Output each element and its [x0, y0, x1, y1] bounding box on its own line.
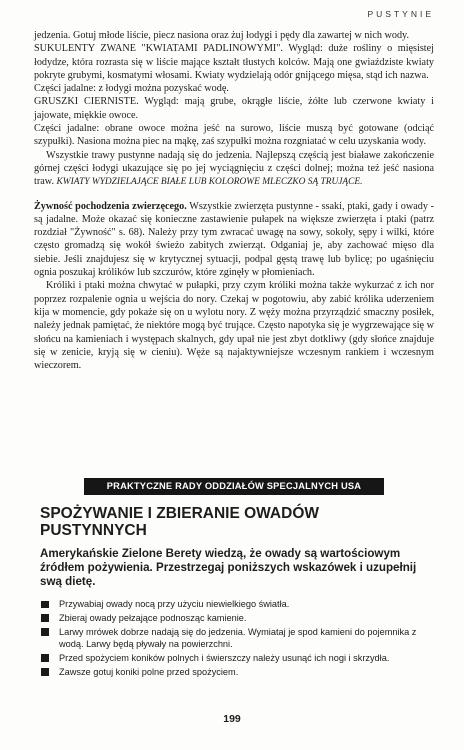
paragraph-animal-food	[34, 200, 434, 280]
animal-food-text: Wszystkie zwierzęta pustynne - ssaki, ptaki, gady i owady - są jadalne. Może okazać się konieczne zastawienie pułapek na większe zwierzęta i ptaki (patrz rozdział "Żywność" s. 68). Należy przy tym zwracać uwagę na sowy, sokoły, sępy i wilki, które często gromadzą się wokół świeżo zabitych zwierząt. Odganiaj je, aby zachować mięso dla siebie. Jeśli znajdujesz się w krytycznej sytuacji, podpal gęstą trawę lub bylicę; po ugaśnięciu ognia poszukaj królików lub szczurów, które zginęły w płomieniach.	[34, 200, 434, 279]
tip-text: Zawsze gotuj koniki polne przed spożyciem.	[59, 666, 239, 677]
poison-warning: KWIATY WYDZIELAJĄCE BIAŁE LUB KOLOROWE MLECZKO SĄ TRUJĄCE.	[56, 177, 363, 188]
paragraph-prickly-pears: GRUSZKI CIERNISTE. Wygląd: mają grube, okrągłe liście, żółte lub czerwone kwiaty i jajowate, miękkie owoce.	[34, 96, 434, 121]
paragraph-succulents-edible: Części jadalne: z łodygi można pozyskać wodę.	[34, 83, 229, 95]
tip-text: Larwy mrówek dobrze nadają się do jedzenia. Wymiataj je spod kamieni do pojemnika z wodą. Larwy będą pływały na powierzchni.	[59, 626, 417, 650]
paragraph-rabbits-snakes: Króliki i ptaki można chwytać w pułapki, przy czym króliki można także wykurzać z ich nor poprzez rozpalenie ognia u wejścia do nory. Czekaj w pogotowiu, aby zabić królika uderzeniem kija w momencie, gdy pokaże się on u wylotu nory. Z węży można przyrządzić smaczny posiłek, należy jednak pamiętać, że niektóre mogą być trujące. Często napotyka się je wygrzewające się w słońcu na kamieniach i występach skalnych, gdy upał nie jest zbyt dotkliwy (gdy słońce znajduje się w zenicie, kryją się w cieniu). Węże są najaktywniejsze wczesnym rankiem i wczesnym wieczorem.	[34, 280, 434, 372]
tip-text: Zbieraj owady pełzające podnosząc kamienie.	[59, 612, 247, 623]
paragraph-grasses	[34, 149, 434, 190]
list-item	[40, 612, 434, 625]
running-head: PUSTYNIE	[367, 9, 434, 19]
box-intro: Amerykańskie Zielone Berety wiedzą, że owady są wartościowym źródłem pożywienia. Przestrzegaj poniższych wskazówek i uzupełnij swą dietę.	[40, 547, 417, 588]
square-bullet-icon	[41, 654, 49, 662]
square-bullet-icon	[41, 601, 49, 609]
page-number: 199	[223, 713, 241, 725]
animal-food-heading: Żywność pochodzenia zwierzęcego.	[34, 200, 187, 212]
square-bullet-icon	[41, 614, 49, 622]
box-title: SPOŻYWANIE I ZBIERANIE OWADÓW PUSTYNNYCH	[40, 505, 320, 539]
paragraph-1: jedzenia. Gotuj młode liście, piecz nasiona oraz żuj łodygi i pędy dla zawartej w nich wody.	[34, 30, 410, 41]
box-banner: PRAKTYCZNE RADY ODDZIAŁÓW SPECJALNYCH USA	[84, 478, 384, 495]
square-bullet-icon	[41, 628, 49, 636]
list-item	[40, 652, 434, 665]
paragraph-succulents: SUKULENTY ZWANE "KWIATAMI PADLINOWYMI". Wygląd: duże rośliny o mięsistej łodydze, która rozrasta się w liście mające kształt tłustych kolców. Mają one gwiaździste kwiaty pokryte grubymi, kosmatymi włosami. Kwiaty wydzielają odór gnijącego mięsa, stąd ich nazwa.	[34, 43, 434, 81]
paragraph-prickly-pears-edible: Części jadalne: obrane owoce można jeść na surowo, liście muszą być gotowane (odciąć szypułki). Nasiona można piec na mąkę, zaś szypułki można rozgniatać w celu uzyskania wody.	[34, 123, 434, 148]
tips-list	[40, 598, 434, 678]
list-item	[40, 598, 434, 611]
body-text	[34, 29, 434, 372]
square-bullet-icon	[41, 668, 49, 676]
tip-text: Przywabiaj owady nocą przy użyciu niewielkiego światła.	[59, 599, 290, 609]
list-item	[40, 626, 434, 651]
grasses-text: Wszystkie trawy pustynne nadają się do jedzenia. Najlepszą częścią jest białawe zakończenie górnej części łodygi ukazujące się po jej wyciągnięciu z części dolnej; można też jeść nasiona traw.	[34, 149, 434, 188]
special-forces-box	[34, 478, 434, 680]
tip-text: Przed spożyciem koników polnych i świerszczy należy usunąć ich nogi i skrzydła.	[59, 652, 390, 663]
list-item	[40, 666, 434, 679]
